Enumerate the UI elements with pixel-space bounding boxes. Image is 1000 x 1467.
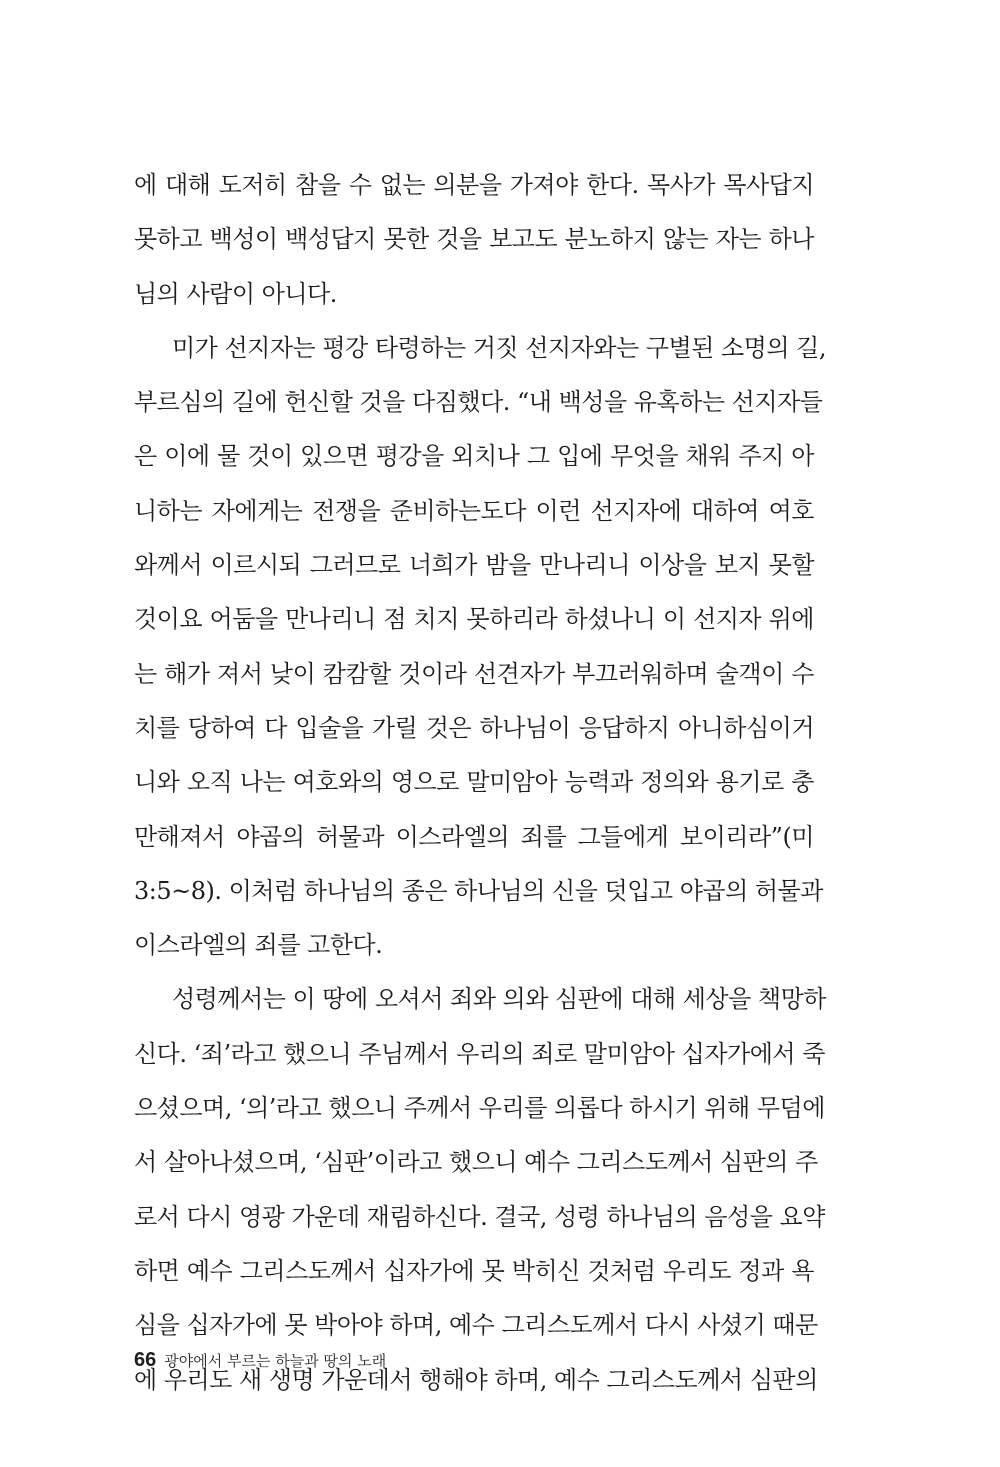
text-line: 니하는 자에게는 전쟁을 준비하는도다 이런 선지자에 대하여 여호: [134, 496, 814, 525]
text-line: 것이요 어둠을 만나리니 점 치지 못하리라 하셨나니 이 선지자 위에: [134, 605, 814, 634]
text-line: 님의 사람이 아니다.: [134, 279, 337, 308]
text-line: 은 이에 물 것이 있으면 평강을 외치나 그 입에 무엇을 채워 주지 아: [134, 442, 814, 471]
paragraph: [134, 158, 814, 321]
text-line: 와께서 이르시되 그러므로 너희가 밤을 만나리니 이상을 보지 못할: [134, 551, 814, 580]
text-line: 로서 다시 영광 가운데 재림하신다. 결국, 성령 하나님의 음성을 요약: [134, 1202, 825, 1231]
paragraph: [134, 321, 826, 973]
page-number: 66: [134, 1349, 157, 1371]
text-line: 심을 십자가에 못 박아야 하며, 예수 그리스도께서 다시 사셨기 때문: [134, 1311, 818, 1340]
page-footer: [134, 1340, 386, 1380]
text-line: 에 우리도 새 생명 가운데서 행해야 하며, 예수 그리스도께서 심판의: [134, 1365, 818, 1394]
text-line: 신다. ‘죄’라고 했으니 주님께서 우리의 죄로 말미암아 십자가에서 죽: [134, 1039, 825, 1068]
text-line: 으셨으며, ‘의’라고 했으니 주께서 우리를 의롭다 하시기 위해 무덤에: [134, 1094, 825, 1123]
text-line: 만해져서 야곱의 허물과 이스라엘의 죄를 그들에게 보이리라”(미: [134, 822, 814, 851]
text-line: 서 살아나셨으며, ‘심판’이라고 했으니 예수 그리스도께서 심판의 주: [134, 1148, 818, 1177]
text-line: 3:5~8). 이처럼 하나님의 종은 하나님의 신을 덧입고 야곱의 허물과: [134, 876, 823, 905]
text-line: 이스라엘의 죄를 고한다.: [134, 931, 383, 960]
text-line: 미가 선지자는 평강 타령하는 거짓 선지자와는 구별된 소명의 길,: [172, 333, 826, 362]
text-line: 니와 오직 나는 여호와의 영으로 말미암아 능력과 정의와 용기로 충: [134, 768, 814, 797]
text-line: 는 해가 져서 낮이 캄캄할 것이라 선견자가 부끄러워하며 술객이 수: [134, 659, 814, 688]
text-line: 치를 당하여 다 입술을 가릴 것은 하나님이 응답하지 아니하심이거: [134, 713, 814, 742]
text-line: 하면 예수 그리스도께서 십자가에 못 박히신 것처럼 우리도 정과 욕: [134, 1256, 814, 1285]
body-text: [134, 158, 826, 1407]
running-title: 광야에서 부르는 하늘과 땅의 노래: [164, 1352, 387, 1370]
text-line: 성령께서는 이 땅에 오셔서 죄와 의와 심판에 대해 세상을 책망하: [172, 985, 826, 1014]
text-line: 못하고 백성이 백성답지 못한 것을 보고도 분노하지 않는 자는 하나: [134, 225, 814, 254]
text-line: 에 대해 도저히 참을 수 없는 의분을 가져야 한다. 목사가 목사답지: [134, 171, 814, 199]
text-line: 부르심의 길에 헌신할 것을 다짐했다. “내 백성을 유혹하는 선지자들: [134, 388, 823, 417]
